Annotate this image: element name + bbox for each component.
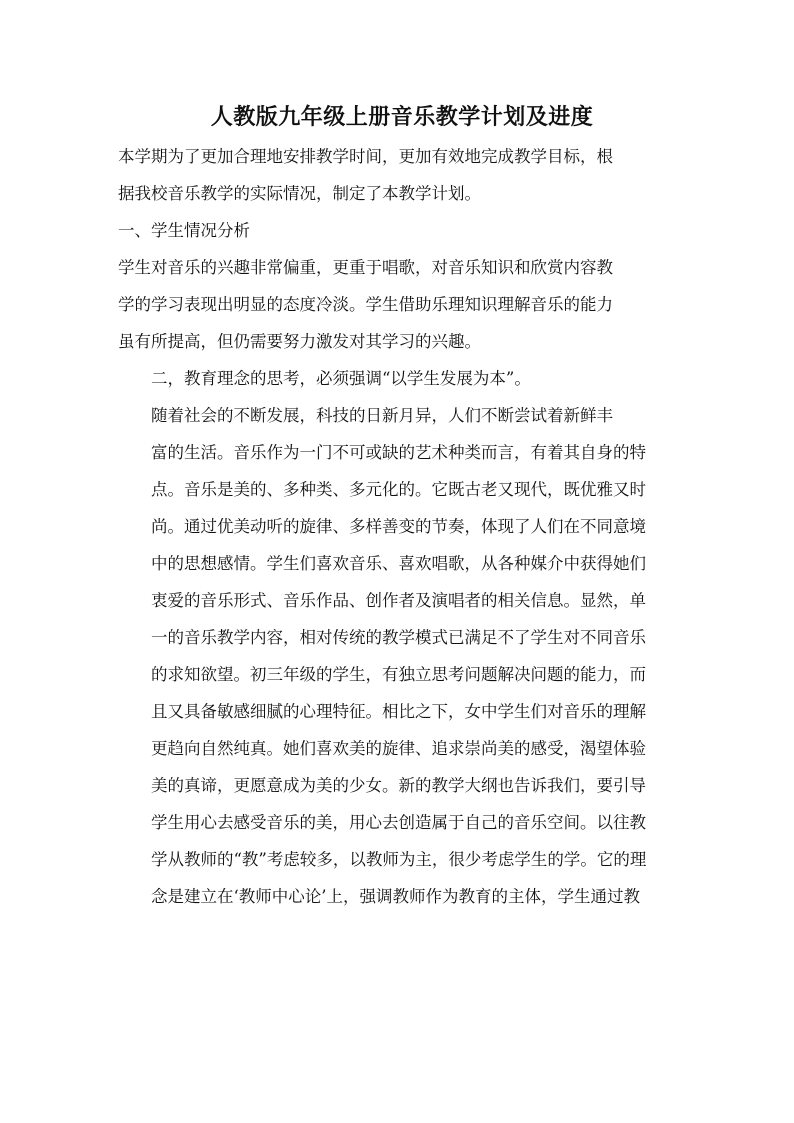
text-line: 念是建立在‘教师中心论’上，强调教师作为教育的主体，学生通过教 <box>151 887 640 906</box>
document-title: 人教版九年级上册音乐教学计划及进度 <box>210 104 594 130</box>
text-line: 且又具备敏感细腻的心理特征。相比之下，女中学生们对音乐的理解 <box>151 702 646 721</box>
paragraph <box>118 138 686 212</box>
text-line: 学生对音乐的兴趣非常偏重，更重于唱歌，对音乐知识和欣赏内容教 <box>118 258 613 277</box>
text-line: 更趋向自然纯真。她们喜欢美的旋律、追求崇尚美的感受，渴望体验 <box>151 739 646 758</box>
text-line: 点。音乐是美的、多种类、多元化的。它既古老又现代，既优雅又时 <box>151 480 646 499</box>
text-line: 美的真谛，更愿意成为美的少女。新的教学大纲也告诉我们，要引导 <box>151 776 646 795</box>
document-body <box>118 138 686 915</box>
text-line: 学从教师的“教”考虑较多，以教师为主，很少考虑学生的学。它的理 <box>151 850 647 869</box>
document-page <box>118 100 686 915</box>
text-line: 中的思想感情。学生们喜欢音乐、喜欢唱歌，从各种媒介中获得她们 <box>151 554 646 573</box>
text-line: 尚。通过优美动听的旋律、多样善变的节奏，体现了人们在不同意境 <box>151 517 646 536</box>
text-line: 一、学生情况分析 <box>118 221 250 240</box>
text-line: 虽有所提高，但仍需要努力激发对其学习的兴趣。 <box>118 332 481 351</box>
paragraph <box>118 212 686 249</box>
paragraph <box>118 360 686 397</box>
text-line: 学的学习表现出明显的态度冷淡。学生借助乐理知识理解音乐的能力 <box>118 295 613 314</box>
text-line: 衷爱的音乐形式、音乐作品、创作者及演唱者的相关信息。显然，单 <box>151 591 646 610</box>
text-line: 一的音乐教学内容，相对传统的教学模式已满足不了学生对不同音乐 <box>151 628 646 647</box>
text-line: 富的生活。音乐作为一门不可或缺的艺术种类而言，有着其自身的特 <box>151 443 646 462</box>
paragraph <box>118 249 686 360</box>
text-line: 据我校音乐教学的实际情况，制定了本教学计划。 <box>118 184 481 203</box>
text-line: 随着社会的不断发展，科技的日新月异，人们不断尝试着新鲜丰 <box>151 406 613 425</box>
text-line: 的求知欲望。初三年级的学生，有独立思考问题解决问题的能力，而 <box>151 665 646 684</box>
paragraph <box>118 397 686 915</box>
text-line: 本学期为了更加合理地安排教学时间，更加有效地完成教学目标，根 <box>118 147 613 166</box>
text-line: 学生用心去感受音乐的美，用心去创造属于自己的音乐空间。以往教 <box>151 813 646 832</box>
text-line: 二，教育理念的思考，必须强调“以学生发展为本”。 <box>151 369 531 388</box>
